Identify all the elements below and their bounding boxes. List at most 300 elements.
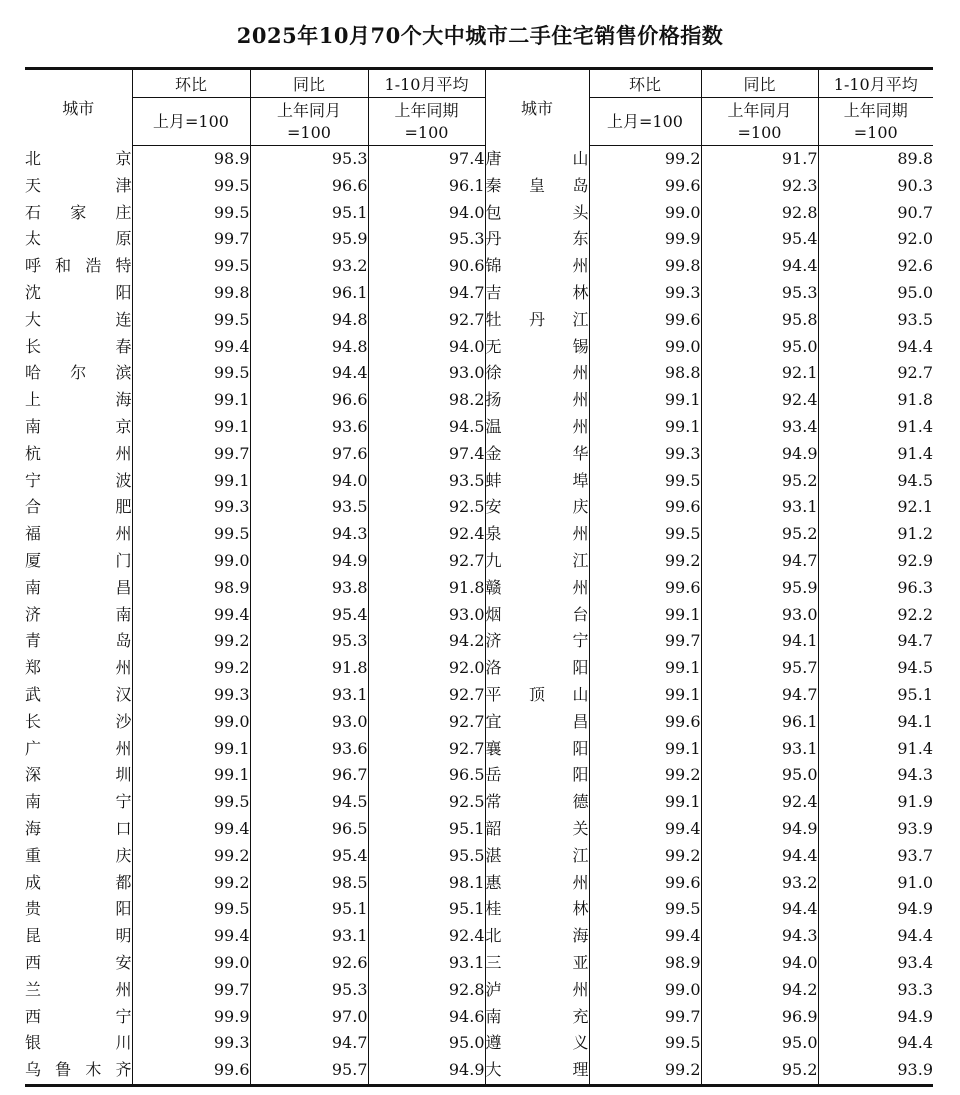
price-index-table [25, 67, 933, 1087]
avg-value: 94.5 [368, 414, 485, 441]
city-name: 常 德 [485, 792, 589, 812]
city-name: 厦 门 [25, 550, 132, 570]
city-cell [25, 870, 132, 897]
yoy-value: 96.1 [250, 280, 368, 307]
mom-value: 99.8 [589, 253, 701, 280]
yoy-value: 95.9 [250, 226, 368, 253]
avg-value: 98.2 [368, 387, 485, 414]
avg-value: 92.5 [368, 789, 485, 816]
yoy-value: 94.2 [701, 977, 818, 1004]
mom-value: 99.2 [132, 870, 250, 897]
table-row [25, 441, 933, 468]
avg-value: 92.7 [368, 736, 485, 763]
city-cell [25, 923, 132, 950]
yoy-value: 95.7 [701, 655, 818, 682]
table-row [25, 736, 933, 763]
city-cell [25, 1057, 132, 1085]
city-cell [485, 280, 589, 307]
table-row [25, 334, 933, 361]
city-name: 福 州 [25, 524, 132, 544]
city-name: 泸 州 [485, 979, 589, 999]
mom-value: 99.1 [589, 736, 701, 763]
city-name: 湛 江 [485, 845, 589, 865]
city-cell [485, 521, 589, 548]
yoy-value: 94.4 [701, 896, 818, 923]
table-row [25, 307, 933, 334]
city-cell [25, 494, 132, 521]
avg-value: 92.7 [818, 360, 933, 387]
avg-value: 93.5 [368, 468, 485, 495]
table-row [25, 173, 933, 200]
table-row [25, 146, 933, 173]
yoy-value: 98.5 [250, 870, 368, 897]
mom-value: 99.4 [589, 816, 701, 843]
city-name: 上 海 [25, 390, 132, 410]
city-cell [485, 468, 589, 495]
yoy-value: 93.4 [701, 414, 818, 441]
avg-value: 94.1 [818, 709, 933, 736]
avg-value: 94.7 [368, 280, 485, 307]
city-name: 泉 州 [485, 524, 589, 544]
city-cell [485, 253, 589, 280]
city-name: 岳 阳 [485, 765, 589, 785]
mom-value: 99.3 [132, 1030, 250, 1057]
avg-value: 93.0 [368, 360, 485, 387]
avg-value: 94.2 [368, 628, 485, 655]
city-header-right: 城市 [485, 69, 589, 146]
city-cell [25, 977, 132, 1004]
city-name: 三 亚 [485, 952, 589, 972]
yoy-value: 95.3 [250, 146, 368, 173]
city-name: 桂 林 [485, 899, 589, 919]
city-cell [25, 655, 132, 682]
yoy-value: 96.9 [701, 1004, 818, 1031]
city-name: 徐 州 [485, 363, 589, 383]
city-name: 南 宁 [25, 792, 132, 812]
avg-value: 89.8 [818, 146, 933, 173]
city-name: 大 连 [25, 309, 132, 329]
city-name: 韶 关 [485, 818, 589, 838]
yoy-value: 94.7 [701, 682, 818, 709]
mom-value: 98.8 [589, 360, 701, 387]
avg-value: 96.3 [818, 575, 933, 602]
avg-value: 94.3 [818, 762, 933, 789]
city-cell [485, 682, 589, 709]
avg-value: 96.1 [368, 173, 485, 200]
city-name: 昆 明 [25, 926, 132, 946]
yoy-value: 92.1 [701, 360, 818, 387]
city-name: 南 昌 [25, 577, 132, 597]
mom-value: 99.5 [589, 896, 701, 923]
city-name: 九 江 [485, 550, 589, 570]
city-cell [485, 146, 589, 173]
avg-value: 93.7 [818, 843, 933, 870]
mom-value: 99.3 [589, 441, 701, 468]
city-cell [485, 360, 589, 387]
city-name: 北 京 [25, 148, 132, 168]
mom-value: 99.4 [132, 334, 250, 361]
mom-value: 99.2 [132, 655, 250, 682]
yoy-value: 94.8 [250, 334, 368, 361]
avg-value: 95.1 [368, 816, 485, 843]
city-name: 大 理 [485, 1060, 589, 1080]
city-name: 安 庆 [485, 497, 589, 517]
mom-value: 99.5 [132, 521, 250, 548]
yoy-value: 91.8 [250, 655, 368, 682]
city-cell [485, 1030, 589, 1057]
city-name: 洛 阳 [485, 658, 589, 678]
mom-value: 99.1 [132, 736, 250, 763]
mom-value: 99.4 [132, 923, 250, 950]
avg-value: 95.5 [368, 843, 485, 870]
city-cell [25, 334, 132, 361]
mom-value: 99.7 [589, 628, 701, 655]
city-name: 牡 丹 江 [485, 309, 589, 329]
mom-header-left: 环比 [132, 69, 250, 98]
city-name: 惠 州 [485, 872, 589, 892]
city-cell [485, 896, 589, 923]
avg-value: 91.9 [818, 789, 933, 816]
avg-value: 98.1 [368, 870, 485, 897]
yoy-base-left: 上年同月 =100 [250, 98, 368, 146]
mom-value: 99.7 [132, 226, 250, 253]
table-row [25, 575, 933, 602]
yoy-value: 93.0 [250, 709, 368, 736]
city-name: 重 庆 [25, 845, 132, 865]
city-cell [485, 602, 589, 629]
city-name: 温 州 [485, 416, 589, 436]
mom-value: 99.9 [132, 1004, 250, 1031]
yoy-value: 95.4 [701, 226, 818, 253]
city-cell [25, 146, 132, 173]
table-row [25, 387, 933, 414]
yoy-value: 94.0 [701, 950, 818, 977]
avg-value: 92.9 [818, 548, 933, 575]
mom-value: 99.6 [589, 307, 701, 334]
avg-value: 92.4 [368, 521, 485, 548]
city-name: 平 顶 山 [485, 684, 589, 704]
city-cell [25, 762, 132, 789]
mom-value: 99.0 [589, 200, 701, 227]
city-cell [485, 1004, 589, 1031]
city-cell [485, 307, 589, 334]
city-cell [25, 602, 132, 629]
mom-value: 99.7 [132, 441, 250, 468]
yoy-value: 92.4 [701, 789, 818, 816]
city-name: 银 川 [25, 1033, 132, 1053]
city-cell [485, 762, 589, 789]
city-cell [25, 387, 132, 414]
yoy-value: 95.0 [701, 334, 818, 361]
city-cell [485, 200, 589, 227]
city-cell [485, 414, 589, 441]
mom-value: 99.5 [132, 253, 250, 280]
avg-value: 92.0 [818, 226, 933, 253]
avg-value: 91.8 [368, 575, 485, 602]
city-cell [485, 575, 589, 602]
city-cell [25, 360, 132, 387]
city-cell [25, 253, 132, 280]
city-cell [25, 441, 132, 468]
mom-value: 99.2 [132, 628, 250, 655]
mom-value: 99.6 [589, 870, 701, 897]
city-cell [25, 789, 132, 816]
avg-value: 92.7 [368, 307, 485, 334]
city-name: 太 原 [25, 229, 132, 249]
mom-value: 99.5 [132, 173, 250, 200]
avg-value: 95.3 [368, 226, 485, 253]
avg-value: 91.2 [818, 521, 933, 548]
mom-value: 99.1 [589, 602, 701, 629]
city-cell [25, 548, 132, 575]
mom-base-left: 上月=100 [132, 98, 250, 146]
mom-value: 98.9 [132, 146, 250, 173]
yoy-value: 92.6 [250, 950, 368, 977]
mom-value: 99.6 [132, 1057, 250, 1085]
city-cell [25, 414, 132, 441]
mom-value: 99.2 [589, 548, 701, 575]
table-row [25, 1057, 933, 1085]
yoy-value: 94.4 [701, 843, 818, 870]
table-row [25, 655, 933, 682]
mom-value: 99.1 [589, 789, 701, 816]
city-name: 唐 山 [485, 148, 589, 168]
city-name: 合 肥 [25, 497, 132, 517]
avg-value: 92.1 [818, 494, 933, 521]
yoy-value: 95.7 [250, 1057, 368, 1085]
avg-value: 92.8 [368, 977, 485, 1004]
yoy-value: 93.6 [250, 736, 368, 763]
avg-value: 94.0 [368, 334, 485, 361]
mom-value: 99.0 [589, 334, 701, 361]
table-row [25, 602, 933, 629]
city-cell [25, 575, 132, 602]
city-header-left: 城市 [62, 99, 95, 119]
avg-value: 90.3 [818, 173, 933, 200]
city-name: 扬 州 [485, 390, 589, 410]
yoy-value: 95.2 [701, 468, 818, 495]
table-row [25, 468, 933, 495]
avg-value: 91.4 [818, 736, 933, 763]
city-name: 遵 义 [485, 1033, 589, 1053]
yoy-value: 92.4 [701, 387, 818, 414]
avg-value: 94.9 [818, 896, 933, 923]
yoy-value: 94.3 [250, 521, 368, 548]
city-name: 秦 皇 岛 [485, 175, 589, 195]
yoy-value: 94.7 [701, 548, 818, 575]
avg-value: 95.1 [368, 896, 485, 923]
city-name: 蚌 埠 [485, 470, 589, 490]
table-row [25, 414, 933, 441]
avg-value: 92.7 [368, 682, 485, 709]
city-name: 呼 和 浩 特 [25, 256, 132, 276]
mom-value: 99.0 [132, 709, 250, 736]
yoy-value: 94.4 [250, 360, 368, 387]
city-cell [25, 896, 132, 923]
avg-base-left: 上年同期 =100 [368, 98, 485, 146]
city-cell [485, 1057, 589, 1085]
yoy-value: 95.3 [701, 280, 818, 307]
yoy-value: 94.1 [701, 628, 818, 655]
city-name: 武 汉 [25, 684, 132, 704]
city-cell [485, 816, 589, 843]
city-name: 南 京 [25, 416, 132, 436]
mom-value: 99.0 [132, 950, 250, 977]
avg-value: 94.6 [368, 1004, 485, 1031]
city-name: 宜 昌 [485, 711, 589, 731]
city-cell [25, 173, 132, 200]
avg-value: 92.0 [368, 655, 485, 682]
city-name: 乌 鲁 木 齐 [25, 1060, 132, 1080]
avg-value: 97.4 [368, 146, 485, 173]
yoy-value: 95.4 [250, 602, 368, 629]
yoy-value: 94.9 [250, 548, 368, 575]
city-name: 济 南 [25, 604, 132, 624]
city-cell [485, 226, 589, 253]
table-row [25, 870, 933, 897]
city-cell [25, 736, 132, 763]
mom-value: 99.5 [132, 200, 250, 227]
city-name: 宁 波 [25, 470, 132, 490]
city-name: 西 安 [25, 952, 132, 972]
yoy-header-right: 同比 [701, 69, 818, 98]
mom-value: 99.8 [132, 280, 250, 307]
table-body [25, 146, 933, 1086]
yoy-value: 93.2 [701, 870, 818, 897]
city-name: 天 津 [25, 175, 132, 195]
city-name: 济 宁 [485, 631, 589, 651]
city-name: 杭 州 [25, 443, 132, 463]
city-cell [25, 280, 132, 307]
table-row [25, 896, 933, 923]
yoy-value: 95.8 [701, 307, 818, 334]
yoy-value: 95.3 [250, 977, 368, 1004]
yoy-value: 93.5 [250, 494, 368, 521]
city-name: 无 锡 [485, 336, 589, 356]
avg-value: 90.7 [818, 200, 933, 227]
mom-value: 99.5 [589, 521, 701, 548]
city-cell [25, 709, 132, 736]
avg-value: 93.1 [368, 950, 485, 977]
table-row [25, 816, 933, 843]
yoy-value: 96.7 [250, 762, 368, 789]
mom-value: 99.5 [589, 468, 701, 495]
table-row [25, 253, 933, 280]
avg-value: 94.4 [818, 923, 933, 950]
mom-value: 99.6 [589, 173, 701, 200]
avg-value: 92.7 [368, 548, 485, 575]
city-cell [25, 226, 132, 253]
city-name: 广 州 [25, 738, 132, 758]
avg-value: 90.6 [368, 253, 485, 280]
mom-value: 98.9 [132, 575, 250, 602]
mom-base-right: 上月=100 [589, 98, 701, 146]
mom-value: 99.5 [589, 1030, 701, 1057]
city-name: 烟 台 [485, 604, 589, 624]
city-name: 包 头 [485, 202, 589, 222]
city-cell [25, 628, 132, 655]
city-cell [25, 521, 132, 548]
city-cell [485, 387, 589, 414]
city-cell [485, 655, 589, 682]
city-cell [485, 494, 589, 521]
city-cell [485, 628, 589, 655]
avg-value: 91.8 [818, 387, 933, 414]
yoy-value: 93.1 [250, 682, 368, 709]
yoy-value: 92.3 [701, 173, 818, 200]
city-name: 吉 林 [485, 282, 589, 302]
yoy-value: 94.8 [250, 307, 368, 334]
yoy-value: 96.5 [250, 816, 368, 843]
mom-value: 99.1 [132, 414, 250, 441]
mom-value: 99.2 [132, 843, 250, 870]
city-cell [25, 816, 132, 843]
mom-value: 99.1 [589, 387, 701, 414]
city-cell [485, 789, 589, 816]
yoy-value: 93.8 [250, 575, 368, 602]
avg-value: 94.0 [368, 200, 485, 227]
city-name: 兰 州 [25, 979, 132, 999]
city-name: 锦 州 [485, 256, 589, 276]
city-cell [485, 870, 589, 897]
city-cell [25, 200, 132, 227]
avg-value: 94.9 [368, 1057, 485, 1085]
avg-value: 94.7 [818, 628, 933, 655]
city-cell [25, 1004, 132, 1031]
yoy-value: 94.5 [250, 789, 368, 816]
yoy-value: 95.1 [250, 200, 368, 227]
city-name: 长 春 [25, 336, 132, 356]
avg-header-right: 1-10月平均 [818, 69, 933, 98]
city-cell [485, 173, 589, 200]
avg-value: 92.4 [368, 923, 485, 950]
mom-value: 99.2 [589, 146, 701, 173]
yoy-base-right: 上年同月 =100 [701, 98, 818, 146]
avg-value: 92.6 [818, 253, 933, 280]
table-row [25, 977, 933, 1004]
avg-value: 92.7 [368, 709, 485, 736]
avg-value: 93.9 [818, 1057, 933, 1085]
mom-value: 99.2 [589, 1057, 701, 1085]
yoy-value: 95.9 [701, 575, 818, 602]
avg-value: 94.9 [818, 1004, 933, 1031]
table-row [25, 1030, 933, 1057]
city-cell [25, 468, 132, 495]
city-name: 海 口 [25, 818, 132, 838]
yoy-value: 95.2 [701, 521, 818, 548]
city-cell [25, 843, 132, 870]
yoy-value: 91.7 [701, 146, 818, 173]
yoy-value: 93.1 [701, 736, 818, 763]
city-cell [485, 950, 589, 977]
mom-value: 99.9 [589, 226, 701, 253]
table-row [25, 709, 933, 736]
mom-value: 99.1 [132, 468, 250, 495]
mom-value: 99.6 [589, 494, 701, 521]
city-name: 金 华 [485, 443, 589, 463]
city-cell [485, 334, 589, 361]
mom-value: 98.9 [589, 950, 701, 977]
yoy-value: 94.7 [250, 1030, 368, 1057]
mom-value: 99.4 [132, 602, 250, 629]
table-row [25, 628, 933, 655]
avg-value: 94.4 [818, 1030, 933, 1057]
table-row [25, 843, 933, 870]
avg-value: 96.5 [368, 762, 485, 789]
mom-value: 99.3 [132, 682, 250, 709]
avg-value: 91.4 [818, 441, 933, 468]
mom-value: 99.7 [589, 1004, 701, 1031]
